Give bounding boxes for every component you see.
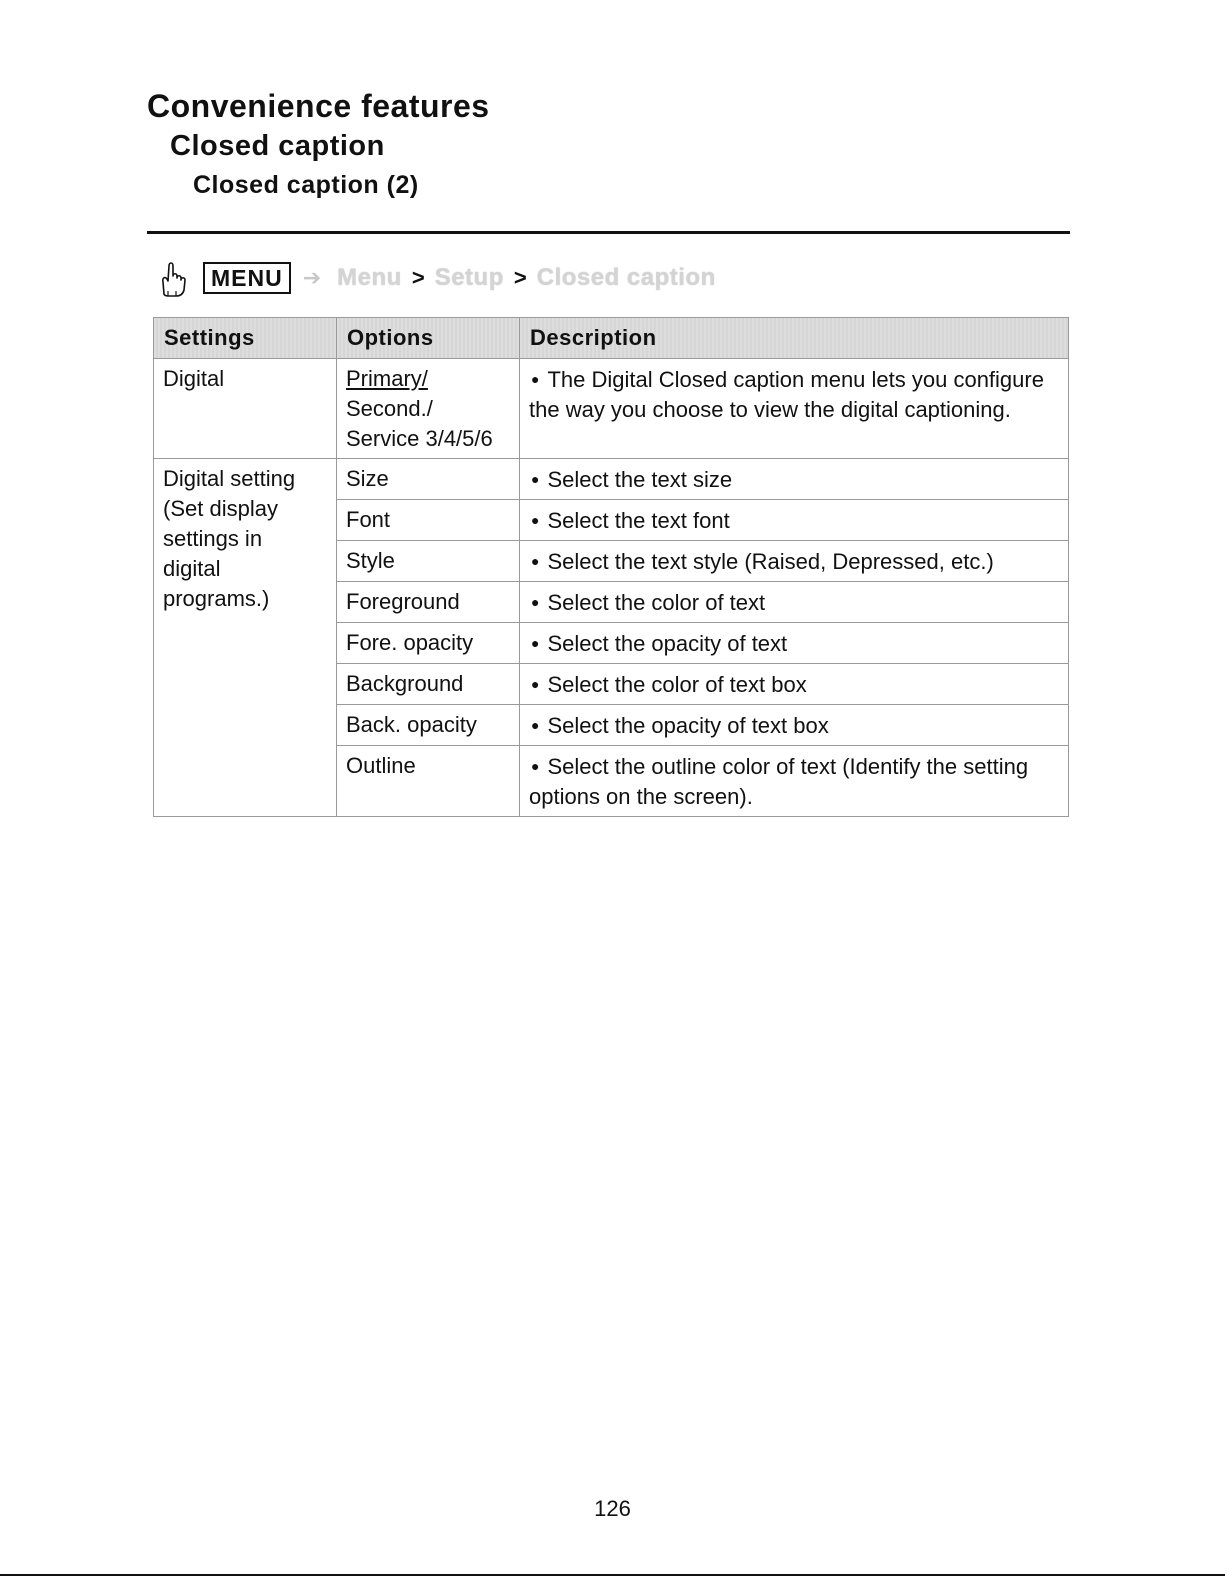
option-service: Service 3/4/5/6: [346, 426, 493, 451]
description-cell: ● Select the text size: [520, 459, 1069, 500]
table-row: [154, 359, 1069, 459]
description-cell: ● Select the text font: [520, 500, 1069, 541]
table-row: [154, 459, 1069, 500]
option-second: Second./: [346, 396, 433, 421]
subsection-title: Closed caption (2): [193, 171, 419, 199]
arrow-right-icon: ➔: [302, 265, 322, 290]
setting-cell: Digital setting (Set display settings in digital programs.): [154, 459, 337, 817]
option-cell: Style: [337, 541, 520, 582]
option-cell: Outline: [337, 746, 520, 817]
bullet-icon: ●: [531, 471, 540, 487]
section-title: Closed caption: [170, 130, 385, 162]
option-cell: Back. opacity: [337, 705, 520, 746]
bullet-icon: ●: [531, 594, 540, 610]
option-cell: Foreground: [337, 582, 520, 623]
hand-pointer-icon: [157, 258, 187, 298]
bullet-icon: ●: [531, 676, 540, 692]
bottom-divider: [0, 1574, 1225, 1576]
column-header-settings: Settings: [154, 318, 337, 359]
option-cell: Size: [337, 459, 520, 500]
breadcrumb-closed-caption: Closed caption: [536, 264, 716, 291]
bullet-icon: ●: [531, 635, 540, 651]
settings-table: [153, 317, 1069, 817]
column-header-description: Description: [520, 318, 1069, 359]
bullet-icon: ●: [531, 553, 540, 569]
description-cell: ● Select the color of text: [520, 582, 1069, 623]
options-cell: [337, 359, 520, 459]
bullet-icon: ●: [531, 717, 540, 733]
bullet-icon: ●: [531, 512, 540, 528]
option-cell: Font: [337, 500, 520, 541]
description-cell: ● The Digital Closed caption menu lets you configure the way you choose to view the digital captioning.: [520, 359, 1069, 459]
bullet-icon: ●: [531, 758, 540, 774]
title-divider: [147, 231, 1070, 234]
breadcrumb-separator: >: [411, 265, 425, 290]
description-cell: ● Select the color of text box: [520, 664, 1069, 705]
bullet-icon: ●: [531, 371, 540, 387]
page-title: Convenience features: [147, 88, 490, 124]
table-header-row: [154, 318, 1069, 359]
column-header-options: Options: [337, 318, 520, 359]
breadcrumb-setup: Setup: [434, 264, 504, 291]
breadcrumb-menu: Menu: [337, 264, 402, 291]
option-cell: Background: [337, 664, 520, 705]
description-cell: ● Select the opacity of text: [520, 623, 1069, 664]
option-primary: Primary/: [346, 366, 428, 391]
description-cell: ● Select the opacity of text box: [520, 705, 1069, 746]
page-number: 126: [594, 1496, 631, 1521]
breadcrumb-separator: >: [513, 265, 527, 290]
setting-cell: Digital: [154, 359, 337, 459]
menu-path: [157, 258, 716, 298]
menu-key: MENU: [203, 262, 291, 294]
description-cell: ● Select the text style (Raised, Depressed, etc.): [520, 541, 1069, 582]
description-cell: ● Select the outline color of text (Identify the setting options on the screen).: [520, 746, 1069, 817]
option-cell: Fore. opacity: [337, 623, 520, 664]
